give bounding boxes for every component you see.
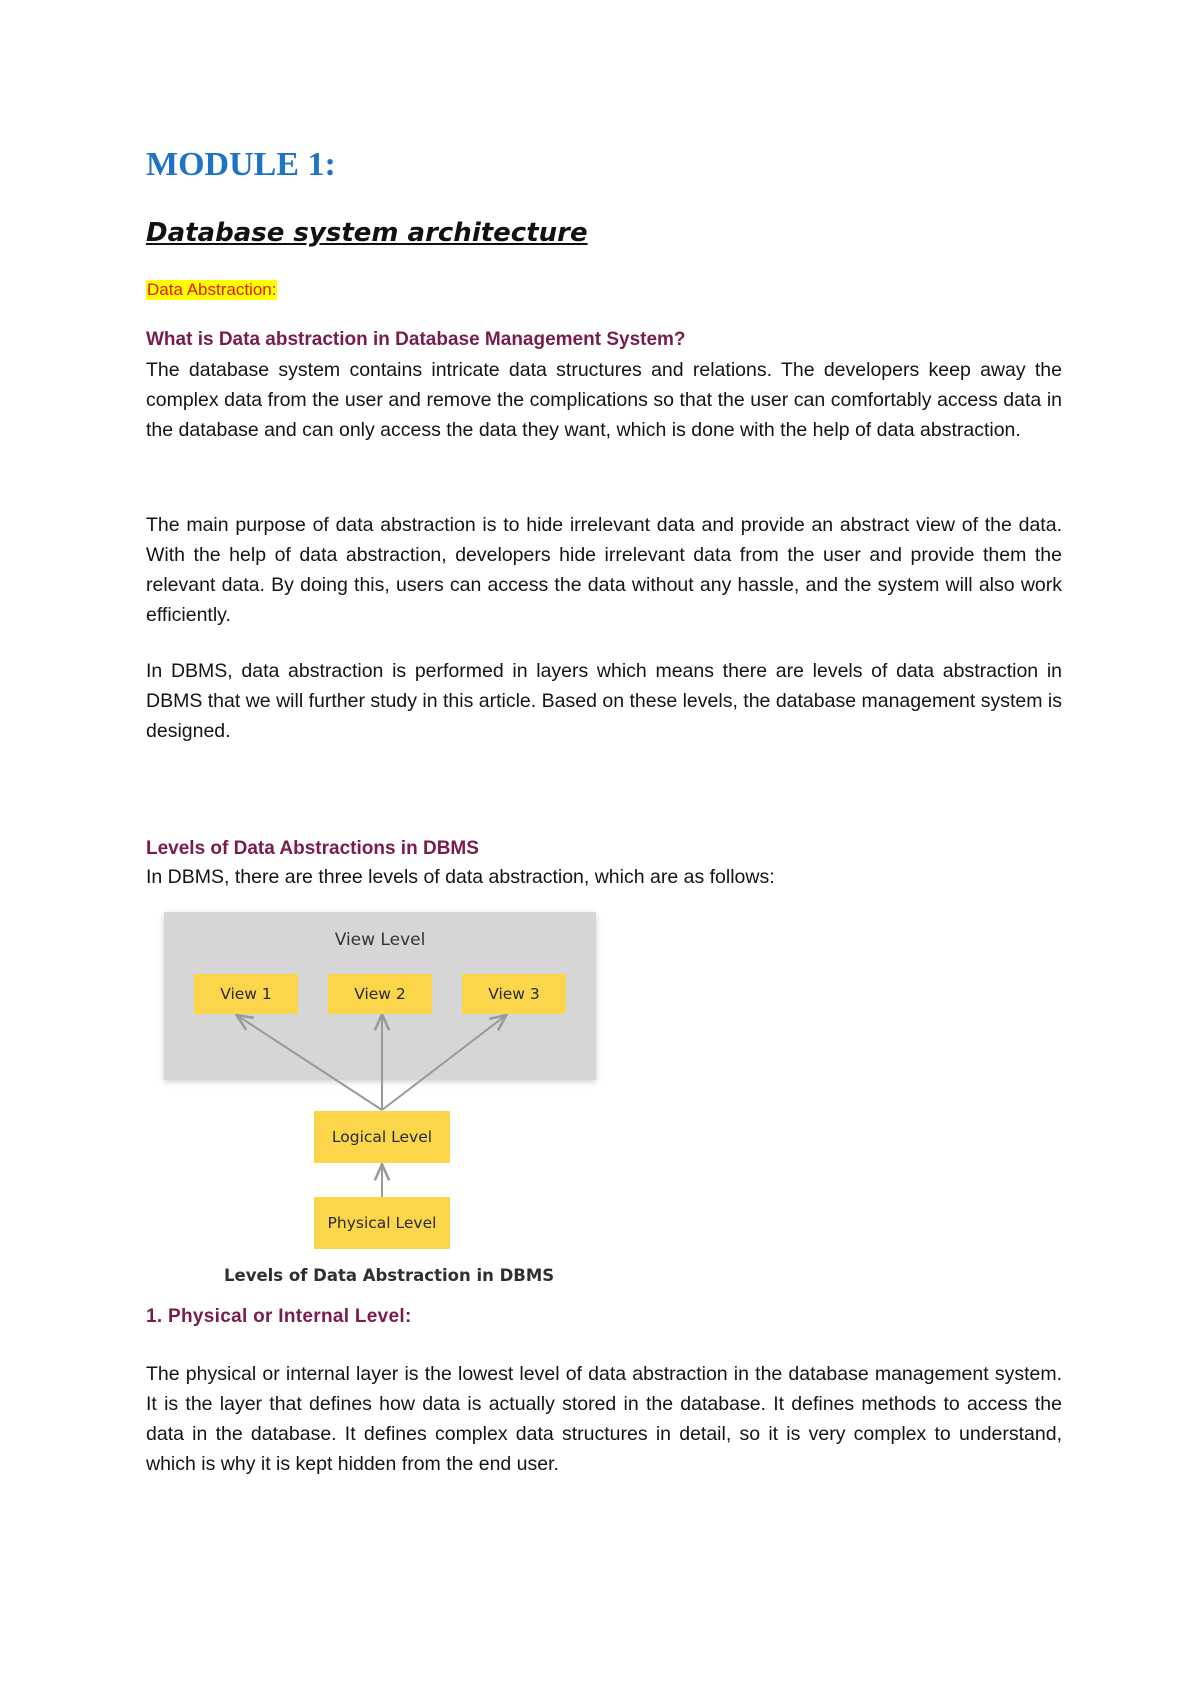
view-1-box	[194, 974, 298, 1014]
what-is-heading: What is Data abstraction in Database Management System?	[146, 329, 686, 350]
paragraph-physical-level: The physical or internal layer is the lowest level of data abstraction in the database management system. It is the layer that defines how data is actually stored in the database. It defines methods to access the data in the database. It defines complex data structures in detail, so it is very complex to understand, which is why it is kept hidden from the end user.	[146, 1363, 1062, 1475]
view-2-label: View 2	[354, 985, 406, 1003]
logical-level-box	[314, 1111, 450, 1163]
view-2-box	[328, 974, 432, 1014]
paragraph-layers: In DBMS, data abstraction is performed in layers which means there are levels of data abstraction in DBMS that we will further study in this article. Based on these levels, the database management system is designed.	[146, 660, 1062, 742]
physical-level-label: Physical Level	[327, 1214, 437, 1232]
levels-intro: In DBMS, there are three levels of data abstraction, which are as follows:	[146, 866, 775, 888]
section-title: Database system architecture	[146, 218, 588, 248]
module-title: MODULE 1:	[146, 146, 336, 183]
paragraph-intro: The database system contains intricate data structures and relations. The developers keep away the complex data from the user and remove the complications so that the user can comfortably access data in the database and can only access the data they want, which is done with the help of data abstraction.	[146, 359, 1062, 441]
physical-level-heading: 1. Physical or Internal Level:	[146, 1306, 412, 1327]
view-level-label: View Level	[334, 930, 426, 950]
view-1-label: View 1	[220, 985, 272, 1003]
paragraph-purpose: The main purpose of data abstraction is to hide irrelevant data and provide an abstract view of the data. With the help of data abstraction, developers hide irrelevant data from the user and provide them the relevant data. By doing this, users can access the data without any hassle, and the system will also work efficiently.	[146, 514, 1062, 626]
data-abstraction-label: Data Abstraction:	[147, 280, 277, 299]
arrow-to-view-3	[382, 1016, 505, 1110]
view-3-label: View 3	[488, 985, 540, 1003]
diagram-caption: Levels of Data Abstraction in DBMS	[224, 1266, 555, 1285]
physical-level-box	[314, 1197, 450, 1249]
logical-level-label: Logical Level	[331, 1128, 433, 1146]
view-3-box	[462, 974, 566, 1014]
levels-heading: Levels of Data Abstractions in DBMS	[146, 838, 479, 859]
arrow-to-view-1	[238, 1016, 382, 1110]
abstraction-levels-diagram	[160, 912, 610, 1302]
